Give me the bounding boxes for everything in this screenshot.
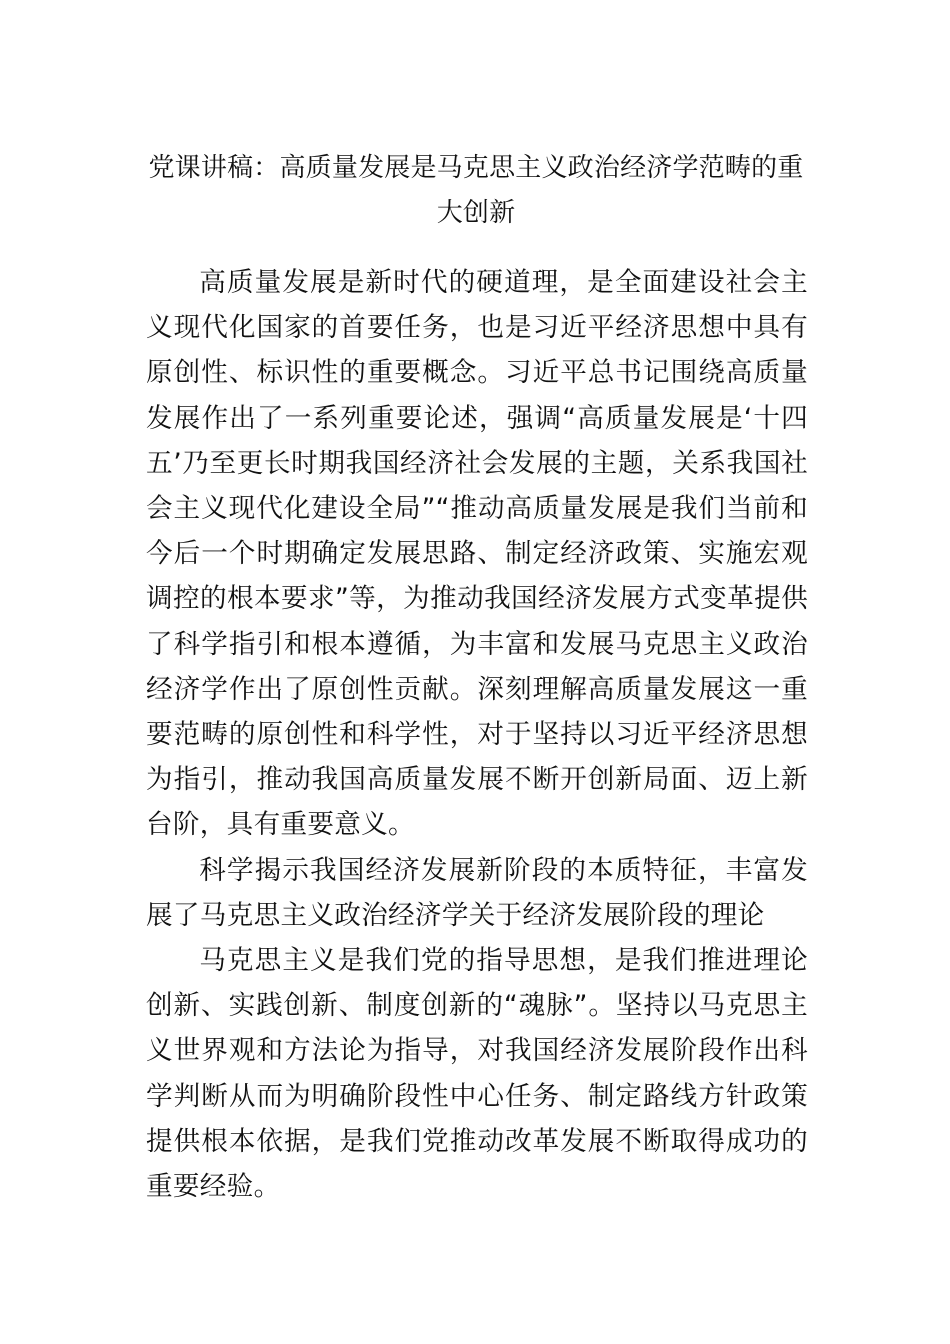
document-title: 党课讲稿：高质量发展是马克思主义政治经济学范畴的重大创新 xyxy=(148,153,804,228)
section-heading: 科学揭示我国经济发展新阶段的本质特征，丰富发展了马克思主义政治经济学关于经济发展阶段的理论 xyxy=(146,854,808,931)
paragraph-intro: 高质量发展是新时代的硬道理，是全面建设社会主义现代化国家的首要任务，也是习近平经济思想中具有原创性、标识性的重要概念。习近平总书记围绕高质量发展作出了一系列重要论述，强调“高质量发展是‘十四五’乃至更长时期我国经济社会发展的主题，关系我国社会主义现代化建设全局”“推动高质量发展是我们当前和今后一个时期确定发展思路、制定经济政策、实施宏观调控的根本要求”等，为推动我国经济发展方式变革提供了科学指引和根本遵循，为丰富和发展马克思主义政治经济学作出了原创性贡献。深刻理解高质量发展这一重要范畴的原创性和科学性，对于坚持以习近平经济思想为指引，推动我国高质量发展不断开创新局面、迈上新台阶，具有重要意义。 xyxy=(146,267,808,841)
paragraph-marxism: 马克思主义是我们党的指导思想，是我们推进理论创新、实践创新、制度创新的“魂脉”。坚持以马克思主义世界观和方法论为指导，对我国经济发展阶段作出科学判断从而为明确阶段性中心任务、制定路线方针政策提供根本依据，是我们党推动改革发展不断取得成功的重要经验。 xyxy=(146,945,808,1203)
document-body xyxy=(146,260,808,1209)
